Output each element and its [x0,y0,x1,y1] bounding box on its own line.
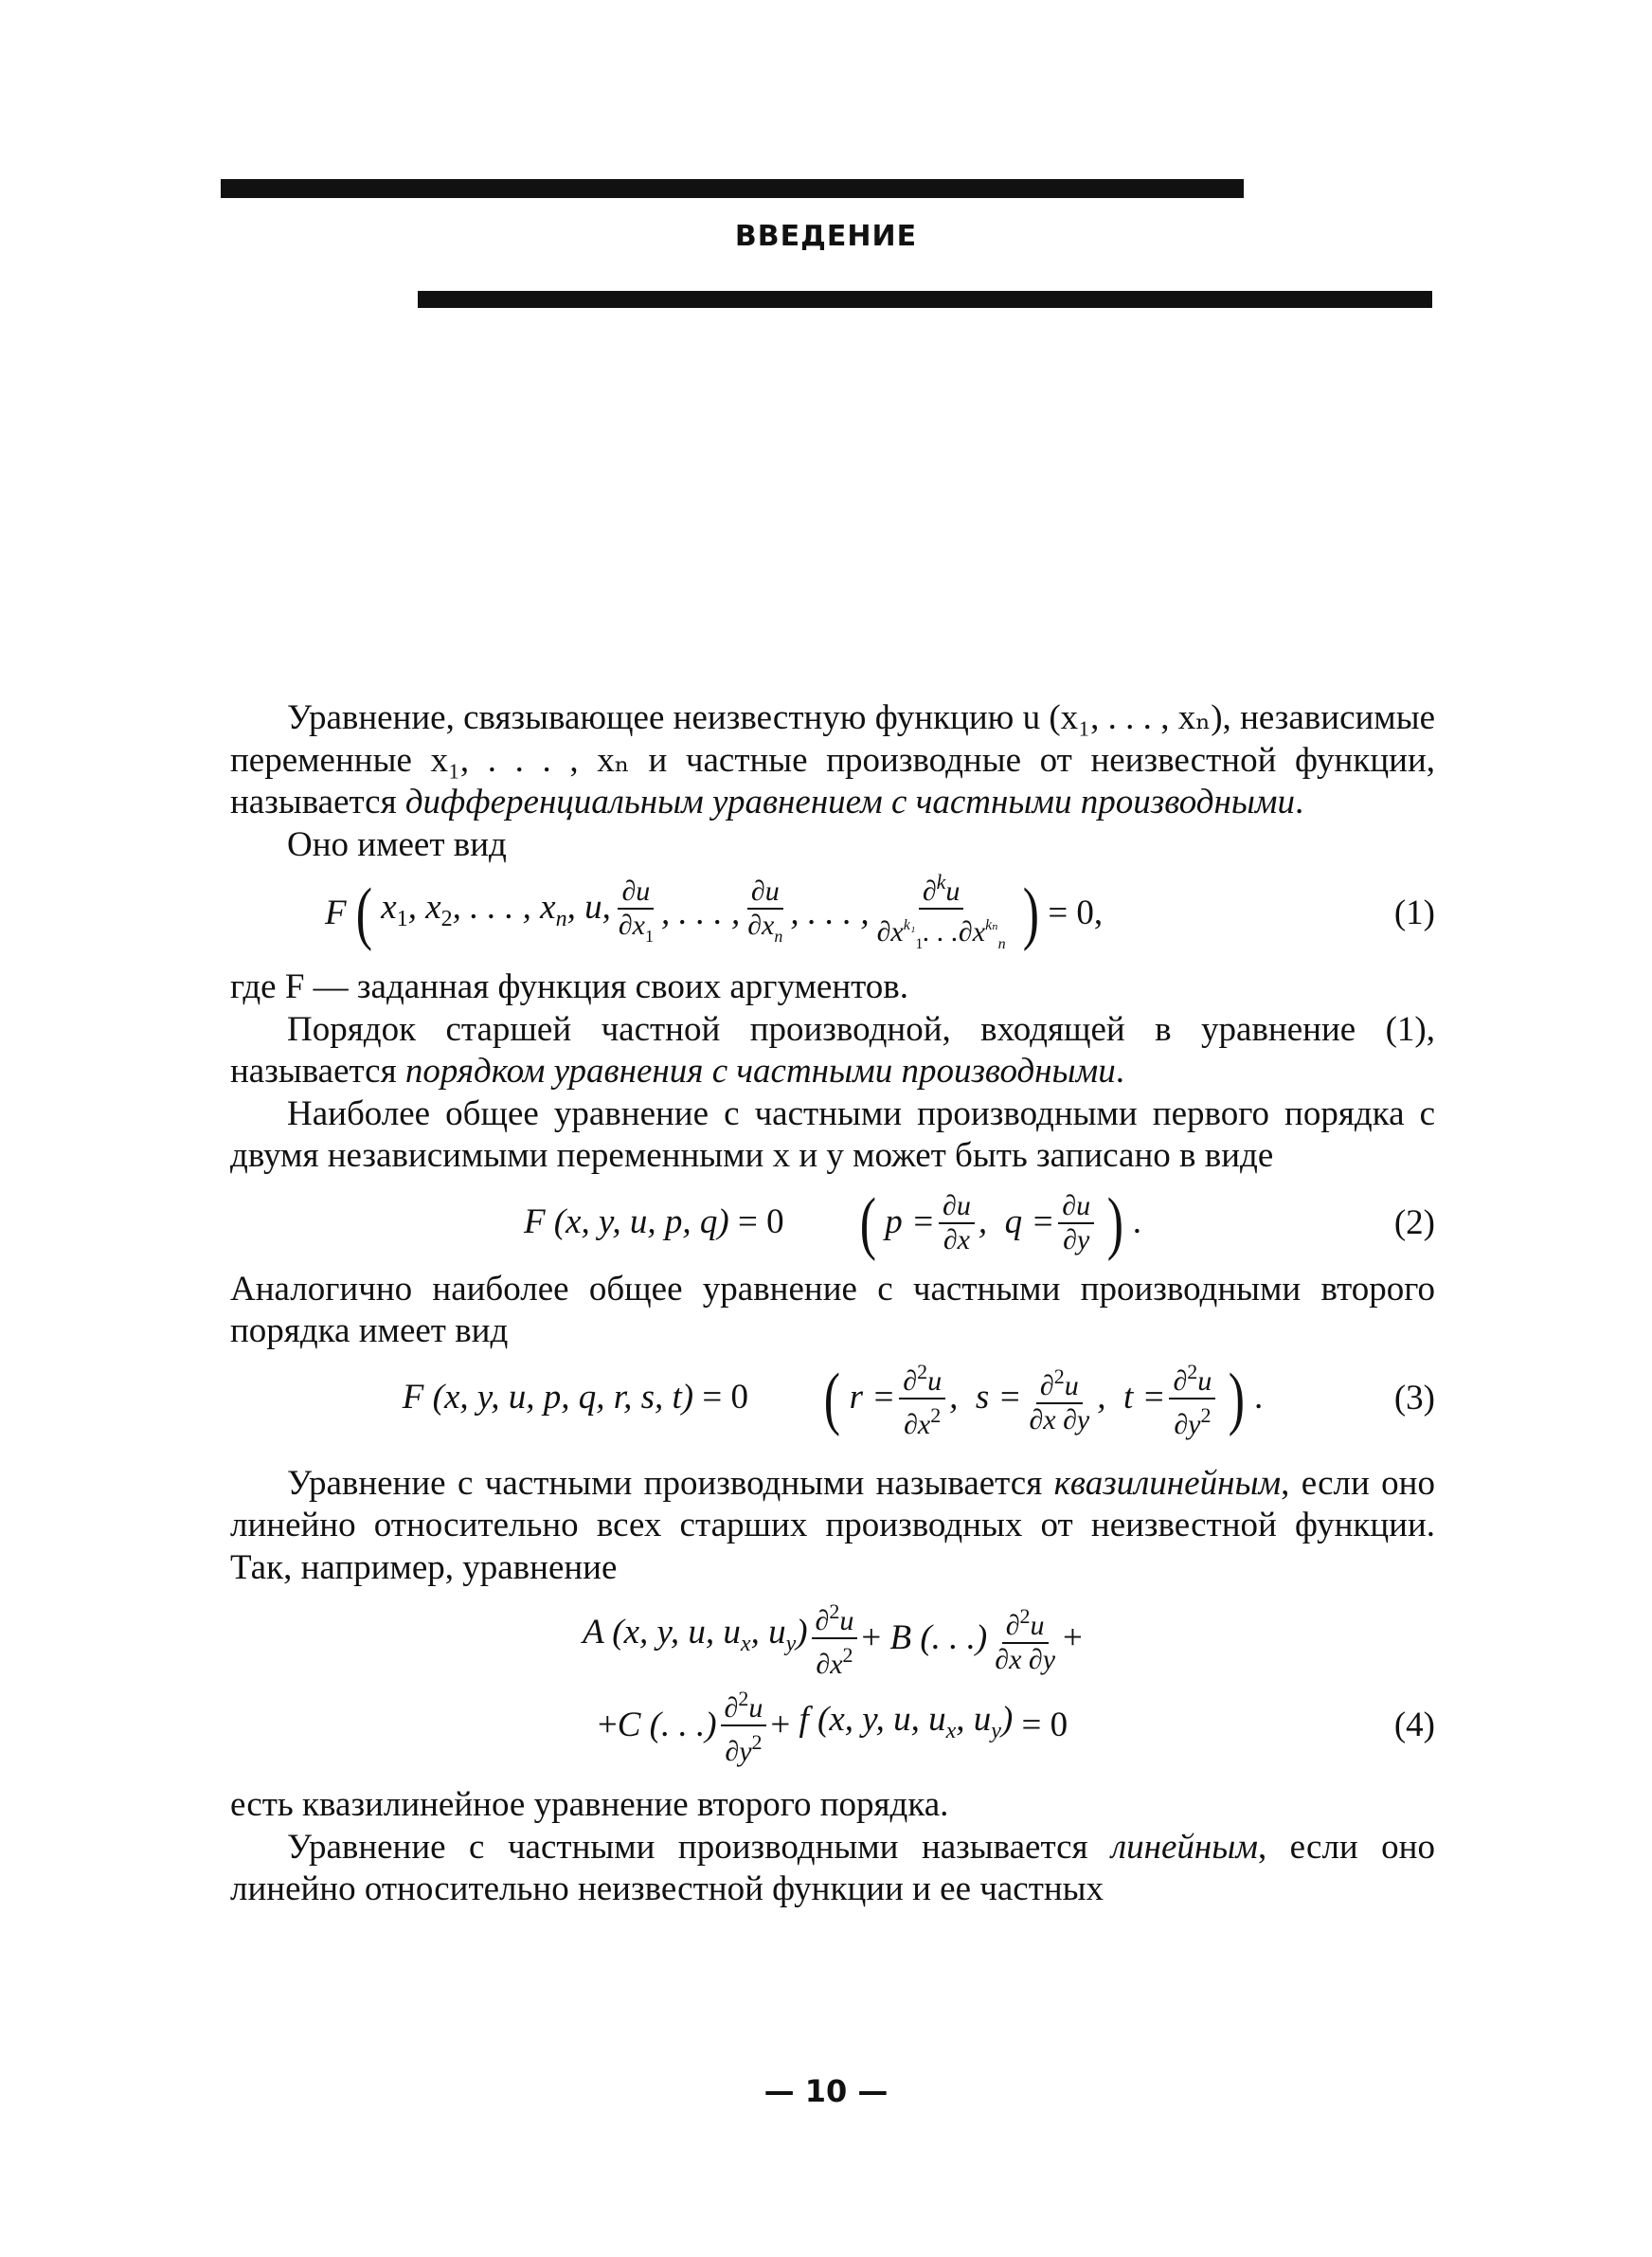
linear-term: линейным [1111,1827,1258,1867]
equation-4-line-1: A (x, y, u, $u_x$, $u_y$) $\frac{\partial^2u}{\partial x^2}$ + B (. . .) $\frac{\partial^2u}{\partial x \partial y}$ + [230,1595,1435,1682]
equation-4 [230,1595,1435,1777]
paragraph-form: Оно имеет вид [287,824,507,864]
order-end: . [1115,1052,1124,1091]
order-text: Порядок старшей частной производной, входящей в уравнение (1), называется [230,1009,1435,1091]
paragraph-quasilinear-example: есть квазилинейное уравнение второго порядка. [230,1785,949,1824]
equation-2: F (x, y, u, p, q) = 0 ( p = $\frac{\partial u}{\partial x}$ , q = $\frac{\partial u}{\partial y}$ ) . (2) [523,1183,1435,1262]
quasilinear-text: Уравнение с частными производными называется [287,1463,1054,1503]
paragraph-first-order: Наиболее общее уравнение с частными производными первого порядка с двумя независимыми переменными x и y может быть записано в виде [230,1093,1435,1175]
paragraph-linear [230,1827,1435,1911]
bottom-rule [418,291,1432,308]
equation-1: F ( $x_1$, $x_2$, . . . , $x_n$, u, $\frac{\partial u}{\partial x_1}$ , . . . , $\frac{\partial u}{\partial x_n}$ , . . . , $\frac{\partial^ku}{\partial x^{k_1}_1. . .\partial x^{k_n}_n}$ ) = 0, (1) [230,866,1435,961]
chapter-title: ВВЕДЕНИЕ [734,220,918,253]
paragraph-second-order: Аналогично наиболее общее уравнение с частными производными второго порядка имеет вид [230,1269,1435,1350]
order-term: порядком уравнения с частными производными [404,1052,1116,1091]
linear-end: , если оно линейно относительно неизвестной функции и ее частных [230,1827,1435,1908]
definition-end: . [1295,783,1304,822]
equation-4-number: (4) [1393,1705,1435,1744]
top-rule [221,179,1244,198]
page-number: — 10 — [763,2073,889,2109]
paragraph-where: где F — заданная функция своих аргументов. [230,967,909,1006]
quasilinear-end: , если оно линейно относительно всех старших производных от неизвестной функции. Так, например, уравнение [230,1463,1435,1587]
paragraph-quasilinear [230,1463,1435,1590]
equation-3-number: (3) [1393,1378,1435,1417]
page-content [230,697,1435,1911]
quasilinear-term: квазилинейным [1053,1463,1282,1503]
equation-4-line-2: + C (. . .) $\frac{\partial^2u}{\partial y^2}$ + f (x, y, u, $u_x$, $u_y$) = 0 (4) [230,1682,1435,1769]
equation-3: F (x, y, u, p, q, r, s, t) = 0 ( r = $\frac{\partial^2u}{\partial x^2}$ , s = $\frac{\partial^2u}{\partial x \partial y}$ , t = $\frac{\partial^2u}{\partial y^2}$ ) . (3) [230,1353,1435,1444]
paragraph-definition [230,697,1435,824]
definition-text: Уравнение, связывающее неизвестную функцию u (x₁, . . . , xₙ), независимые переменные x₁, . . . , xₙ и частные производные от неизвестной функции, называется [230,698,1435,822]
equation-1-number: (1) [1393,893,1435,932]
linear-text: Уравнение с частными производными называется [287,1827,1112,1867]
definition-term: дифференциальным уравнением с частными производными [404,783,1296,822]
equation-2-number: (2) [1393,1202,1435,1242]
paragraph-order [230,1009,1435,1093]
